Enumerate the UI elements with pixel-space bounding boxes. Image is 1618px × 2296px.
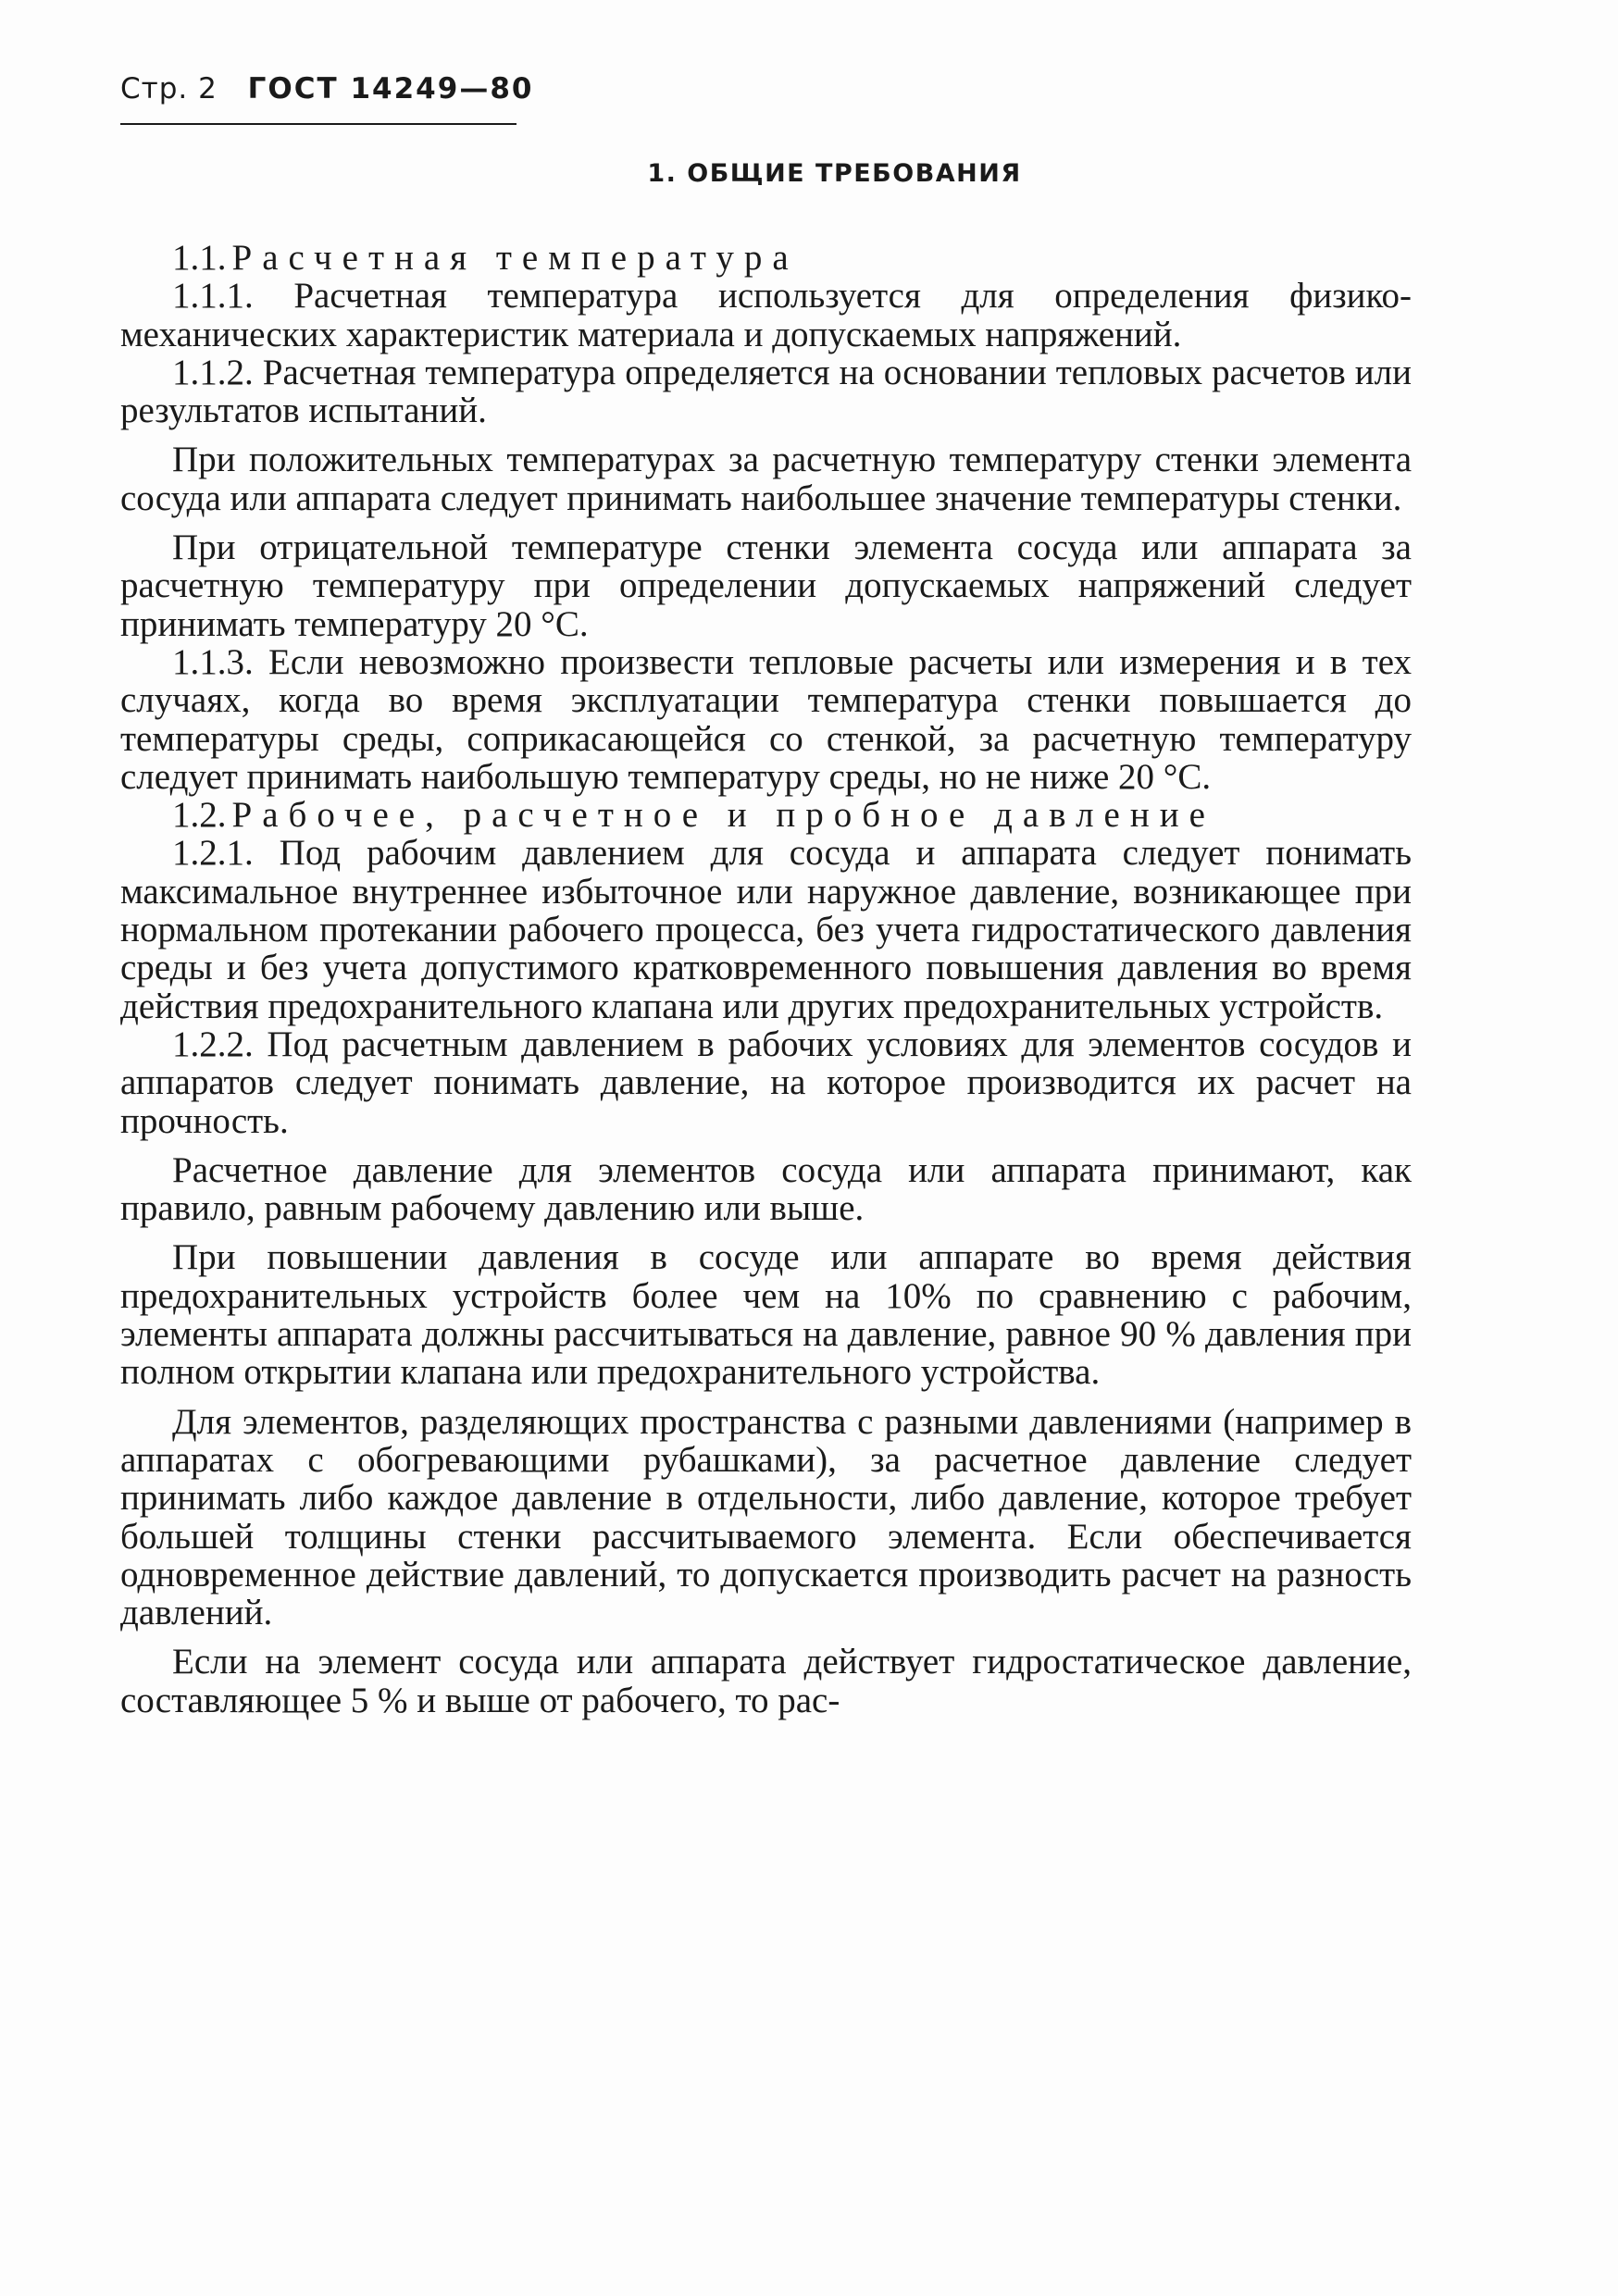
section-title: 1. ОБЩИЕ ТРЕБОВАНИЯ <box>647 159 1022 188</box>
paragraph-separating-elements: Для элементов, разделяющих пространства с разными давлениями (например в аппаратах с обогревающими рубашками), за расчетное давление следует принимать либо каждое давление в отдельности, либо давление, которое требует большей толщины стенки рассчитываемого элемента. Если обеспечивается одновременное действие давлений, то допускается производить расчет на разность давлений. <box>120 1401 1412 1633</box>
running-header <box>120 72 533 105</box>
paragraph-1-2-1: 1.2.1. Под рабочим давлением для сосуда и аппарата следует понимать максимальное внутреннее избыточное или наружное давление, возникающее при нормальном протекании рабочего процесса, без учета гидростатического давления среды и без учета допустимого кратковременного повышения давления во время действия предохранительного клапана или других предохранительных устройств. <box>120 833 1412 1026</box>
paragraph-hydrostatic-pressure: Если на элемент сосуда или аппарата действует гидростатическое давление, составляющее 5 % и выше от рабочего, то рас- <box>120 1642 1412 1720</box>
page-number: Стр. 2 <box>120 72 218 105</box>
paragraph-pressure-increase: При повышении давления в сосуде или аппарате во время действия предохранительных устройств более чем на 10% по сравнению с рабочим, элементы аппарата должны рассчитываться на давление, равное 90 % давления при полном открытии клапана или предохранительного устройства. <box>120 1237 1412 1393</box>
subsection-heading-1-2: 1.2. Рабочее, расчетное и пробное давление <box>172 795 1215 836</box>
paragraph-1-1-3: 1.1.3. Если невозможно произвести тепловые расчеты или измерения и в тех случаях, когда во время эксплуатации температура стенки повышается до температуры среды, соприкасающейся со стенкой, за расчетную температуру следует принимать наибольшую температуру среды, но не ниже 20 °С. <box>120 641 1412 797</box>
paragraph-negative-temperature: При отрицательной температуре стенки элемента сосуда или аппарата за расчетную температуру при определении допускаемых напряжений следует принимать температуру 20 °С. <box>120 527 1412 644</box>
body-text <box>120 239 1412 1719</box>
paragraph-positive-temperature: При положительных температурах за расчетную температуру стенки элемента сосуда или аппарата следует принимать наибольшее значение температуры стенки. <box>120 440 1412 518</box>
header-divider <box>120 123 517 125</box>
paragraph-design-pressure: Расчетное давление для элементов сосуда или аппарата принимают, как правило, равным рабочему давлению или выше. <box>120 1149 1412 1229</box>
subsection-heading-1-1: 1.1. Расчетная температура <box>172 238 799 278</box>
paragraph-1-1-2: 1.1.2. Расчетная температура определяется на основании тепловых расчетов или результатов испытаний. <box>120 352 1412 431</box>
paragraph-1-1-1: 1.1.1. Расчетная температура используется для определения физико-механических характеристик материала и допускаемых напряжений. <box>120 276 1412 354</box>
standard-designation: ГОСТ 14249—80 <box>247 72 534 105</box>
paragraph-1-2-2: 1.2.2. Под расчетным давлением в рабочих условиях для элементов сосудов и аппаратов следует понимать давление, на которое производится их расчет на прочность. <box>120 1024 1412 1141</box>
